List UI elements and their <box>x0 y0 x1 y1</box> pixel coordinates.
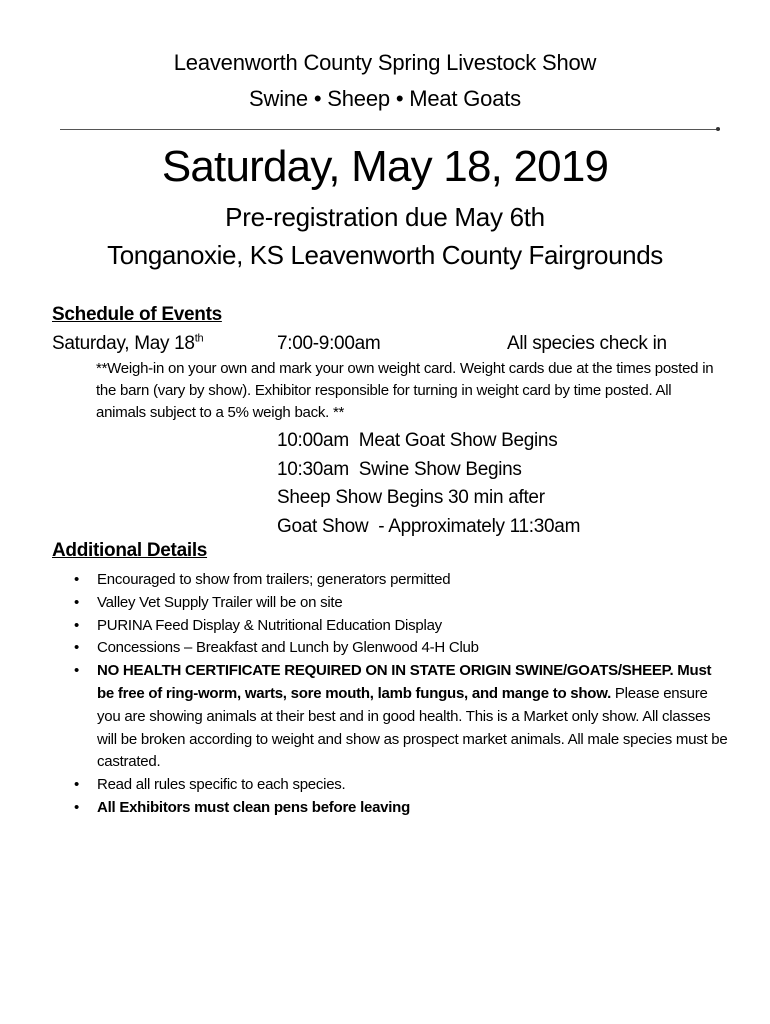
list-item <box>60 797 730 820</box>
list-item <box>60 637 730 660</box>
event-location: Tonganoxie, KS Leavenworth County Fairgrounds <box>107 240 663 270</box>
details-list <box>60 569 730 820</box>
bullet-icon: • <box>74 798 80 816</box>
show-time-item: 10:30am Swine Show Begins <box>277 458 522 480</box>
show-species: Swine • Sheep • Meat Goats <box>249 86 521 111</box>
show-times <box>277 427 580 541</box>
schedule-day-label: Saturday, May 18 <box>52 333 195 354</box>
divider-end-dot <box>716 127 720 131</box>
checkin-time: 7:00-9:00am <box>277 333 381 354</box>
checkin-label: All species check in <box>507 333 667 354</box>
bullet-icon: • <box>74 616 80 634</box>
list-item-text: Valley Vet Supply Trailer will be on site <box>97 593 343 611</box>
schedule-heading: Schedule of Events <box>52 304 222 325</box>
list-item <box>60 569 730 592</box>
weigh-in-note: **Weigh-in on your own and mark your own weight card. Weight cards due at the times posted in the barn (vary by show). Exhibitor responsible for turning in weight card by time posted. All animals subject to a 5% weigh back. ** <box>96 360 714 421</box>
list-item <box>60 592 730 615</box>
list-item <box>60 660 730 774</box>
preregistration-deadline: Pre-registration due May 6th <box>225 202 545 232</box>
list-item <box>60 615 730 638</box>
health-requirement-text: NO HEALTH CERTIFICATE REQUIRED ON IN STATE ORIGIN SWINE/GOATS/SHEEP. Must be free of ring-worm, warts, sore mouth, lamb fungus, and mange to show. <box>97 662 712 702</box>
list-item-text: Read all rules specific to each species. <box>97 776 346 794</box>
bullet-icon: • <box>74 571 80 588</box>
bullet-icon: • <box>74 639 80 657</box>
schedule-day-suffix: th <box>194 332 204 345</box>
list-item-text: Encouraged to show from trailers; generators permitted <box>97 571 451 588</box>
list-item <box>60 774 730 797</box>
show-title: Leavenworth County Spring Livestock Show <box>173 50 597 75</box>
show-time-item: 10:00am Meat Goat Show Begins <box>277 430 558 451</box>
list-item-text: Please ensure you are showing animals at their best and in good health. This is a Market only show. All classes will be broken according to weight and show as prospect market animals. All male species must be castrated. <box>97 684 728 771</box>
show-time-item: Goat Show - Approximately 11:30am <box>277 515 581 537</box>
bullet-icon: • <box>74 593 80 611</box>
show-time-item: Sheep Show Begins 30 min after <box>277 487 545 508</box>
list-item-text: PURINA Feed Display & Nutritional Education Display <box>97 616 442 634</box>
bullet-icon: • <box>74 776 80 794</box>
schedule-day <box>52 333 203 355</box>
clean-pens-text: All Exhibitors must clean pens before leaving <box>97 798 411 816</box>
details-heading: Additional Details <box>52 540 208 561</box>
bullet-icon: • <box>74 662 80 680</box>
header-divider <box>60 129 720 130</box>
list-item-text: Concessions – Breakfast and Lunch by Glenwood 4-H Club <box>97 639 479 657</box>
event-date: Saturday, May 18, 2019 <box>161 142 609 191</box>
